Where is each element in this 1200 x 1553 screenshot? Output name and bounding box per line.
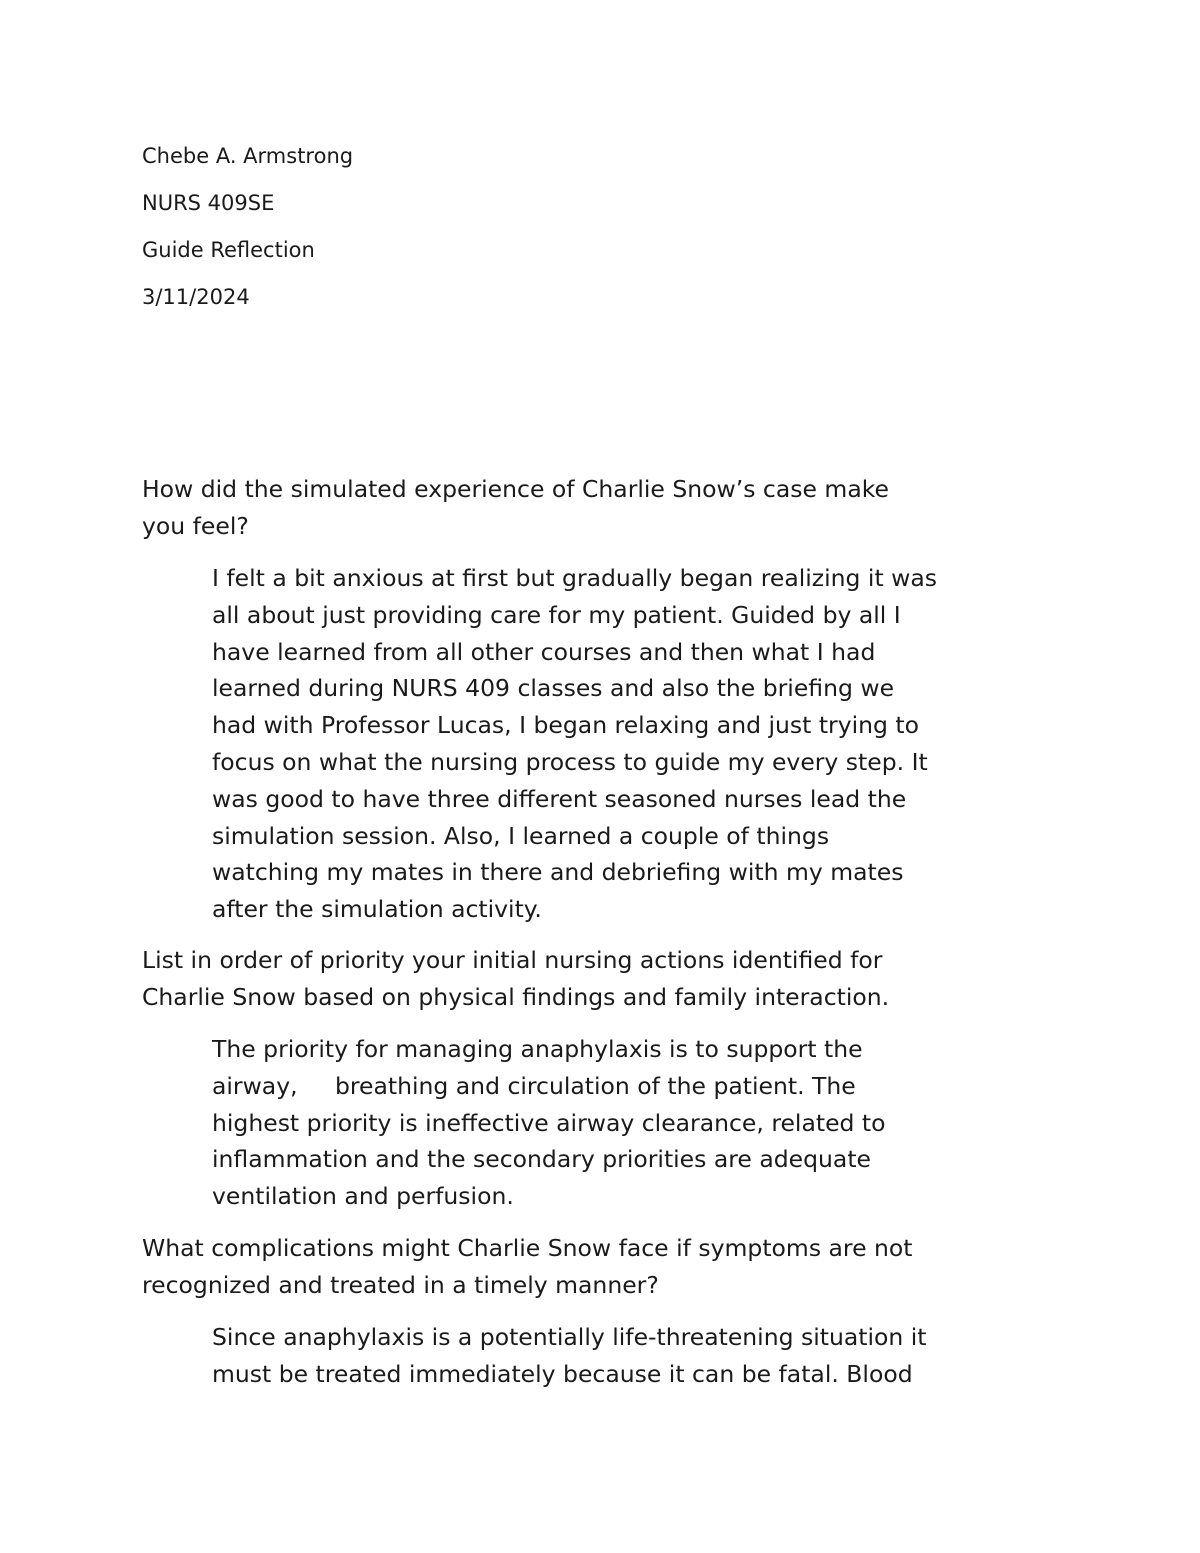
answer-line: have learned from all other courses and then what I had: [212, 637, 876, 666]
answer-line: ventilation and perfusion.: [212, 1182, 514, 1211]
document-date: 3/11/2024: [142, 285, 250, 309]
answer-line: all about just providing care for my patient. Guided by all I: [212, 600, 901, 629]
course-code: NURS 409SE: [142, 191, 275, 215]
answer-line: inflammation and the secondary priorities are adequate: [212, 1145, 871, 1174]
question-line: How did the simulated experience of Charlie Snow’s case make: [142, 475, 889, 503]
answer-line: must be treated immediately because it can be fatal. Blood: [212, 1359, 913, 1388]
document-title: Guide Reflection: [142, 238, 315, 262]
question-line: you feel?: [142, 511, 249, 540]
answer-1: [212, 560, 1082, 928]
answer-line: after the simulation activity.: [212, 895, 542, 924]
question-3: [142, 1230, 1072, 1303]
answer-line: The priority for managing anaphylaxis is to support the: [212, 1035, 863, 1063]
answer-line: highest priority is ineffective airway clearance, related to: [212, 1108, 886, 1137]
question-line: What complications might Charlie Snow face if symptoms are not: [142, 1234, 913, 1262]
answer-line: focus on what the nursing process to guide my every step. It: [212, 747, 928, 776]
question-line: recognized and treated in a timely manner?: [142, 1270, 659, 1299]
answer-line: airway, breathing and circulation of the patient. The: [212, 1071, 856, 1100]
answer-2: [212, 1031, 1082, 1215]
answer-line: simulation session. Also, I learned a couple of things: [212, 821, 830, 850]
author-name: Chebe A. Armstrong: [142, 144, 354, 168]
answer-line: I felt a bit anxious at first but gradually began realizing it was: [212, 564, 938, 592]
answer-3: [212, 1319, 1082, 1393]
answer-line: was good to have three different seasoned nurses lead the: [212, 784, 907, 813]
answer-line: Since anaphylaxis is a potentially life-threatening situation it: [212, 1323, 927, 1351]
question-line: List in order of priority your initial nursing actions identified for: [142, 946, 883, 974]
question-2: [142, 942, 1072, 1015]
question-line: Charlie Snow based on physical findings and family interaction.: [142, 982, 890, 1011]
answer-line: learned during NURS 409 classes and also the briefing we: [212, 674, 895, 703]
answer-line: had with Professor Lucas, I began relaxing and just trying to: [212, 711, 920, 740]
answer-line: watching my mates in there and debriefing with my mates: [212, 858, 904, 887]
question-1: [142, 471, 1072, 544]
